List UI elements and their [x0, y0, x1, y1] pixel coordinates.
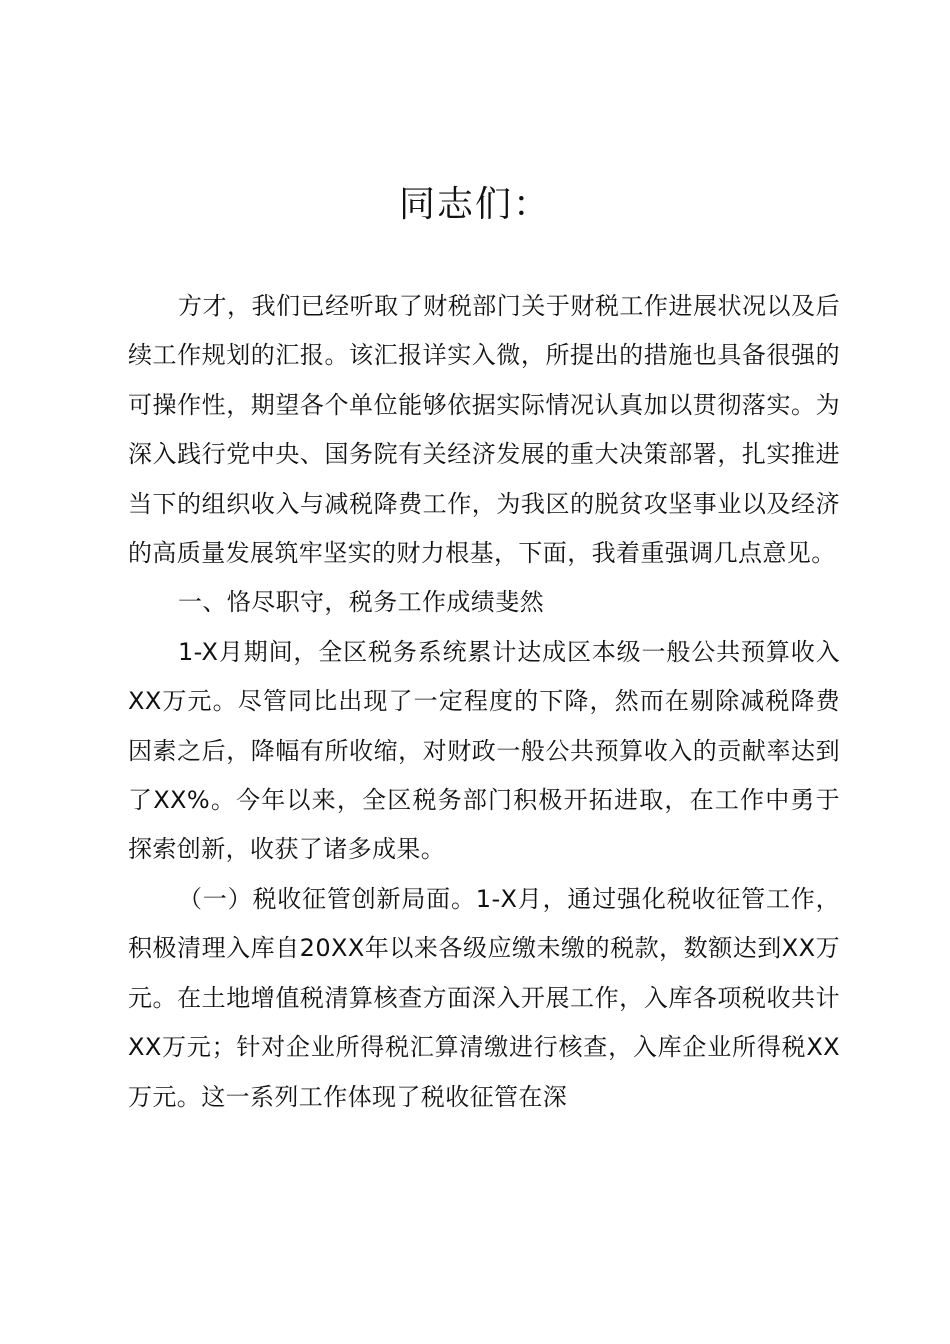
paragraph-intro: 方才，我们已经听取了财税部门关于财税工作进展状况以及后续工作规划的汇报。该汇报详实入微，所提出的措施也具备很强的可操作性，期望各个单位能够依据实际情况认真加以贯彻落实。为深入践行党中央、国务院有关经济发展的重大决策部署，扎实推进当下的组织收入与减税降费工作，为我区的脱贫攻坚事业以及经济的高质量发展筑牢坚实的财力根基，下面，我着重强调几点意见。: [128, 292, 840, 568]
document-body: [128, 282, 840, 1122]
page-title: 同志们：: [398, 184, 551, 225]
paragraph-revenue: 1-X月期间，全区税务系统累计达成区本级一般公共预算收入XX万元。尽管同比出现了一定程度的下降，然而在剔除减税降费因素之后，降幅有所收缩，对财政一般公共预算收入的贡献率达到了XX%。今年以来，全区税务部门积极开拓进取，在工作中勇于探索创新，收获了诸多成果。: [128, 637, 840, 864]
section-heading-1: 一、恪尽职守，税务工作成绩斐然: [178, 588, 544, 617]
paragraph-tax-collection: （一）税收征管创新局面。1-X月，通过强化税收征管工作，积极清理入库自20XX年以来各级应缴未缴的税款，数额达到XX万元。在土地增值税清算核查方面深入开展工作，入库各项税收共计XX万元；针对企业所得税汇算清缴进行核查，入库企业所得税XX万元。这一系列工作体现了税收征管在深: [128, 884, 840, 1111]
